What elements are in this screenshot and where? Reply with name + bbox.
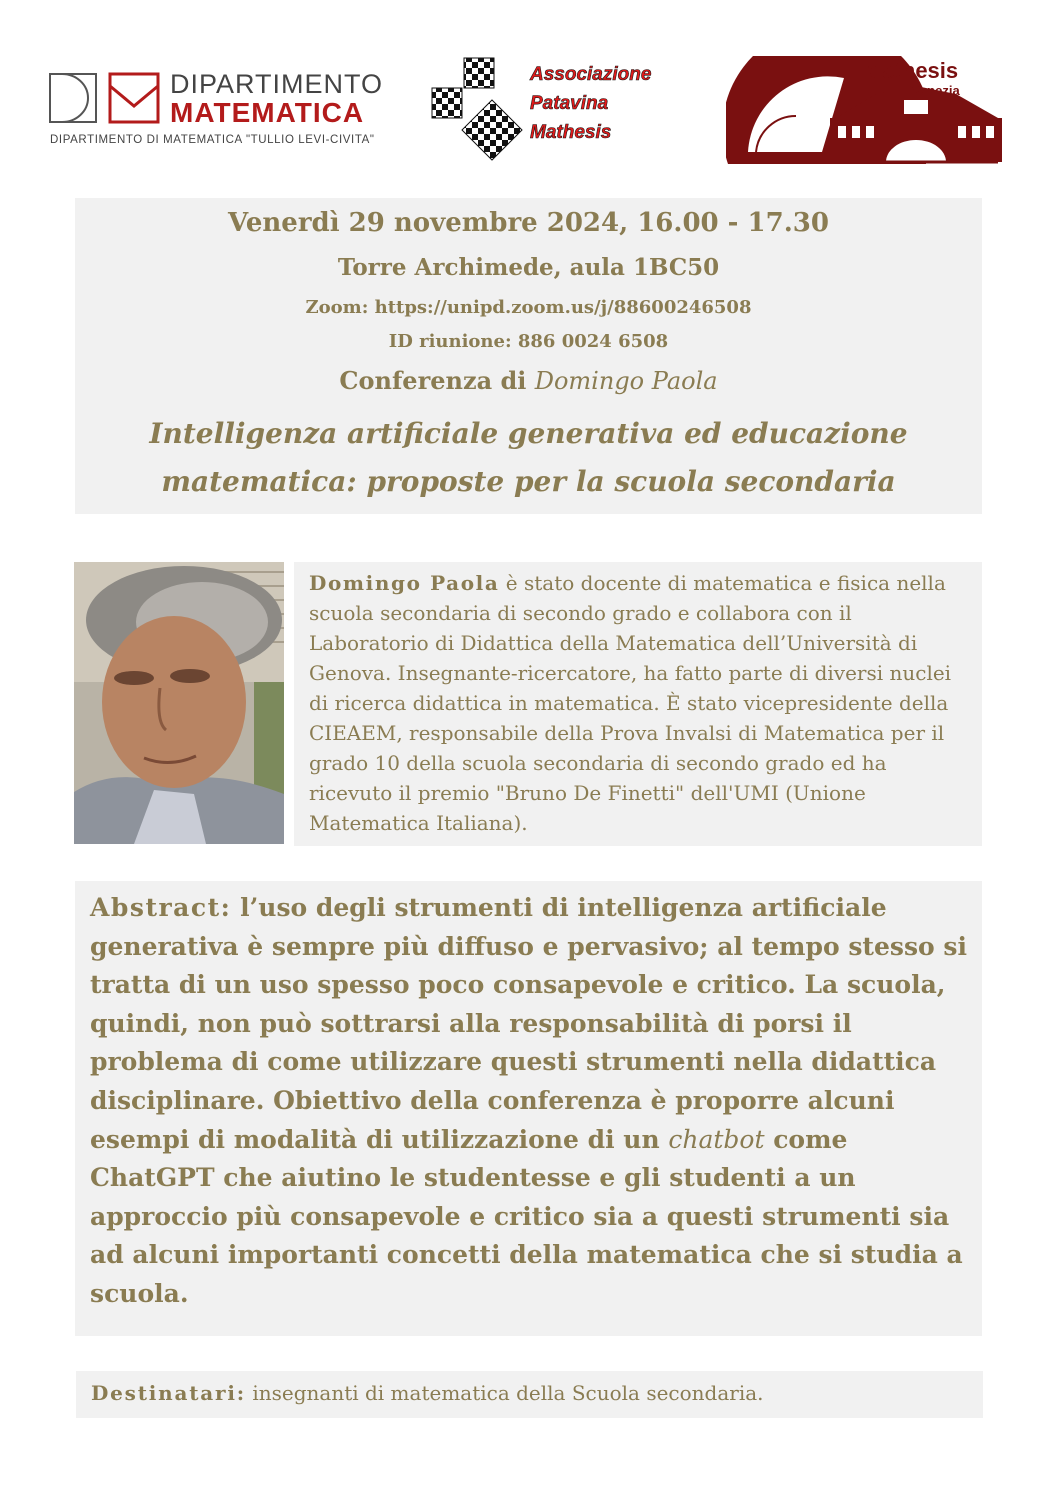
speaker-bio <box>309 568 969 838</box>
event-info-box <box>75 198 982 514</box>
audience-text: insegnanti di matematica della Scuola secondaria. <box>245 1381 764 1405</box>
associazione-patavina-name <box>530 60 651 147</box>
meeting-id: ID riunione: 886 0024 6508 <box>388 331 669 352</box>
dipartimento-matematica-logo <box>48 70 393 155</box>
mathesis-venezia-logo <box>726 56 1006 166</box>
event-place: Torre Archimede, aula 1BC50 <box>337 254 720 281</box>
dept-title-line2: MATEMATICA <box>170 97 365 128</box>
mathesis-name: Mathesis <box>864 58 959 83</box>
chessboard-icon <box>430 56 526 162</box>
venezia-name: Venezia <box>912 83 960 98</box>
talk-title-line1: Intelligenza artificiale generativa ed educazione <box>149 417 908 450</box>
audience-line <box>91 1381 764 1405</box>
apm-line3: Mathesis <box>530 122 612 143</box>
speaker-photo <box>74 562 284 844</box>
audience-box <box>76 1371 983 1418</box>
zoom-link[interactable]: Zoom: https://unipd.zoom.us/j/88600246508 <box>305 297 752 318</box>
associazione-patavina-logo <box>430 56 700 166</box>
abstract-text-part2: come ChatGPT che aiutino le studentesse e gli studenti a un approccio più consapevole e critico sia a questi strumenti sia ad alcuni importanti concetti della matematica che si studia a scuola. <box>90 1124 963 1308</box>
talk-title <box>75 410 982 506</box>
speaker-portrait-icon <box>74 562 284 844</box>
abstract-chatbot-term: chatbot <box>668 1124 765 1154</box>
dept-subtitle: DIPARTIMENTO DI MATEMATICA "TULLIO LEVI-CIVITA" <box>50 134 375 146</box>
dipartimento-mark-icon <box>48 72 160 124</box>
event-datetime: Venerdì 29 novembre 2024, 16.00 - 17.30 <box>228 208 829 238</box>
bio-speaker-name: Domingo Paola <box>309 571 500 595</box>
audience-label: Destinatari: <box>91 1381 246 1405</box>
speaker-name: Domingo Paola <box>534 367 718 395</box>
abstract-label: Abstract: <box>90 893 232 922</box>
talk-title-line2: matematica: proposte per la scuola secondaria <box>161 465 896 498</box>
abstract-paragraph <box>90 889 974 1314</box>
speaker-prefix: Conferenza di <box>339 366 535 395</box>
apm-line1: Associazione <box>530 64 652 85</box>
apm-line2: Patavina <box>530 93 609 114</box>
speaker-line <box>75 366 982 395</box>
speaker-bio-box <box>294 562 982 846</box>
dept-title-line1: DIPARTIMENTO <box>170 69 384 99</box>
bio-text: è stato docente di matematica e fisica nella scuola secondaria di secondo grado e collabora con il Laboratorio di Didattica della Matematica dell’Università di Genova. Insegnante-ricercatore, ha fatto parte di diversi nuclei di ricerca didattica in matematica. È stato vicepresidente della CIEAEM, responsabile della Prova Invalsi di Matematica per il grado 10 della scuola secondaria di secondo grado ed ha ricevuto il premio "Bruno De Finetti" dell'UMI (Unione Matematica Italiana). <box>309 571 952 835</box>
abstract-box <box>75 881 982 1336</box>
abstract-text-part1: l’uso degli strumenti di intelligenza artificiale generativa è sempre più diffuso e pervasivo; al tempo stesso si tratta di un uso spesso poco consapevole e critico. La scuola, quindi, non può sottrarsi alla responsabilità di porsi il problema di come utilizzare questi strumenti nella didattica disciplinare. Obiettivo della conferenza è proporre alcuni esempi di modalità di utilizzazione di un <box>90 893 967 1154</box>
